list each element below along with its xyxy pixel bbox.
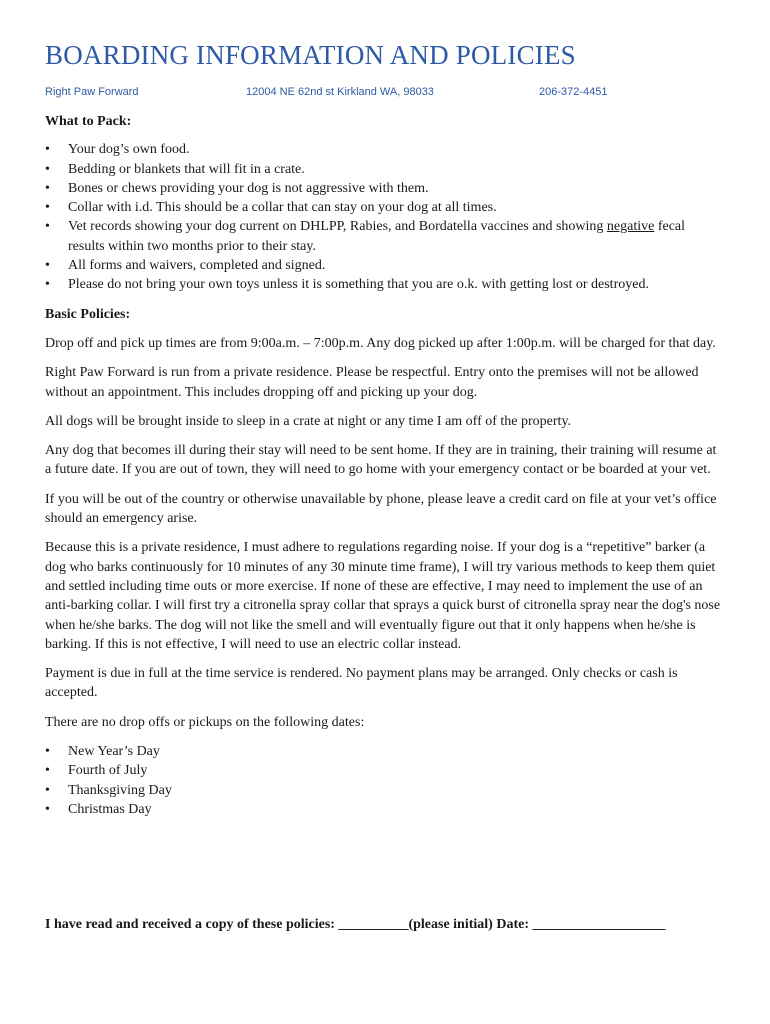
business-address: 12004 NE 62nd st Kirkland WA, 98033: [246, 86, 434, 98]
policy-paragraph-hours: Drop off and pick up times are from 9:00a.m. – 7:00p.m. Any dog picked up after 1:00p.m. will be charged for that day.: [45, 335, 716, 351]
bullet-icon: •: [45, 801, 50, 817]
list-item: [45, 256, 725, 275]
bullet-icon: •: [45, 219, 50, 235]
underlined-negative: negative: [606, 219, 655, 235]
document-body: [45, 112, 725, 819]
what-to-pack-list: [45, 140, 725, 294]
holiday-text: Fourth of July: [68, 763, 148, 779]
list-item: [45, 198, 725, 217]
bullet-icon: •: [45, 744, 50, 760]
policy-paragraph-crate: All dogs will be brought inside to sleep in a crate at night or any time I am off of the property.: [45, 413, 572, 429]
list-item-text: Please do not bring your own toys unless it is something that you are o.k. with getting lost or destroyed.: [68, 277, 649, 293]
acknowledgement-line: I have read and received a copy of these policies: __________(please initial) Date: ___________________: [45, 917, 666, 932]
list-item: [45, 140, 725, 159]
policy-paragraph-residence: Right Paw Forward is run from a private residence. Please be respectful. Entry onto the premises will not be allowed without an appointment. This includes dropping off and picking up your dog.: [45, 365, 699, 400]
holiday-item: [45, 800, 725, 819]
list-item-text: Bedding or blankets that will fit in a crate.: [68, 161, 305, 177]
bullet-icon: •: [45, 161, 50, 177]
holiday-text: Christmas Day: [68, 801, 152, 817]
holiday-text: Thanksgiving Day: [68, 782, 172, 798]
document-title: BOARDING INFORMATION AND POLICIES: [45, 40, 576, 70]
business-name: Right Paw Forward: [45, 86, 139, 98]
bullet-icon: •: [45, 200, 50, 216]
basic-policies-heading: Basic Policies:: [45, 306, 131, 322]
list-item-text: All forms and waivers, completed and signed.: [68, 258, 326, 274]
holiday-text: New Year’s Day: [68, 744, 160, 760]
holiday-item: [45, 781, 725, 800]
list-item-text: Collar with i.d. This should be a collar that can stay on your dog at all times.: [68, 200, 497, 216]
list-item-text: Bones or chews providing your dog is not aggressive with them.: [68, 180, 429, 196]
holiday-item: [45, 761, 725, 780]
bullet-icon: •: [45, 782, 50, 798]
bullet-icon: •: [45, 180, 50, 196]
vet-records-text-end: fecal results within two months prior to their stay.: [68, 219, 686, 254]
holiday-list: [45, 742, 725, 819]
policy-paragraph-illness: Any dog that becomes ill during their stay will need to be sent home. If they are in training, their training will resume at a future date. If you are out of town, they will need to go home with your emergency contact or be boarded at your vet.: [45, 443, 717, 478]
list-item: [45, 179, 725, 198]
list-item: [45, 275, 725, 294]
bullet-icon: •: [45, 277, 50, 293]
vet-records-text: Vet records showing your dog current on DHLPP, Rabies, and Bordatella vaccines and showing: [68, 219, 607, 235]
policy-paragraph-noise: Because this is a private residence, I must adhere to regulations regarding noise. If your dog is a “repetitive” barker (a dog who barks continuously for 10 minutes of any 30 minute time frame), I will try various methods to keep them quiet and settled including time outs or more exercise. If none of these are effective, I may need to implement the use of an anti-barking collar. I will first try a citronella spray collar that sprays a quick burst of citronella spray near the dog's nose when he/she barks. The dog will not like the smell and will eventually figure out that it only happens when he/she is barking. If this is not effective, I will need to use an electric collar instead.: [45, 540, 721, 652]
bullet-icon: •: [45, 763, 50, 779]
list-item-text: Your dog’s own food.: [68, 142, 190, 158]
holiday-item: [45, 742, 725, 761]
policy-paragraph-credit-card: If you will be out of the country or otherwise unavailable by phone, please leave a credit card on file at your vet’s office should an emergency arise.: [45, 491, 717, 527]
policy-paragraph-dates: There are no drop offs or pickups on the following dates:: [45, 714, 365, 730]
what-to-pack-heading: What to Pack:: [45, 114, 132, 129]
policy-paragraph-payment: Payment is due in full at the time service is rendered. No payment plans may be arranged. Only checks or cash is accepted.: [45, 666, 678, 701]
list-item-vet-records: [45, 217, 725, 256]
list-item: [45, 160, 725, 179]
bullet-icon: •: [45, 258, 50, 274]
bullet-icon: •: [45, 142, 50, 158]
business-phone: 206-372-4451: [539, 86, 608, 98]
